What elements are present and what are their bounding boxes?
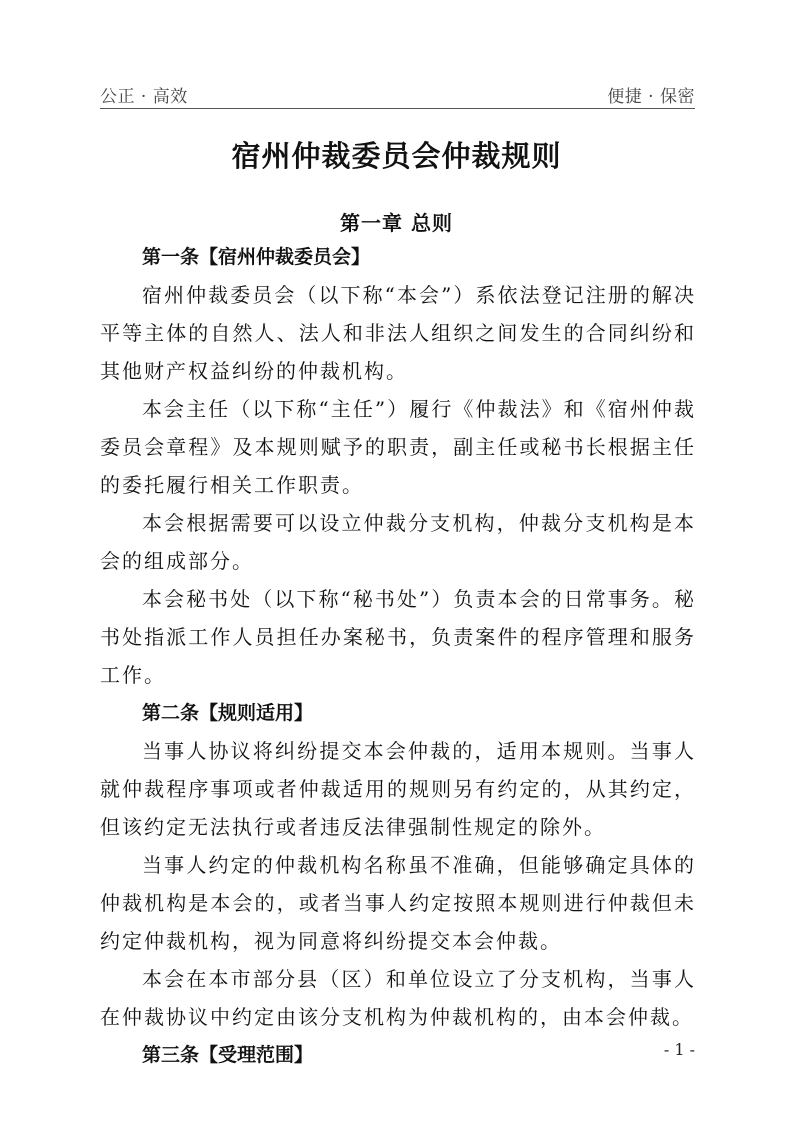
header-right-text: 便捷 · 保密 (607, 87, 695, 107)
article-heading: 第二条【规则适用】 (142, 702, 314, 724)
paragraph: 本会根据需要可以设立仲裁分支机构，仲裁分支机构是本会的组成部分。 (100, 511, 696, 573)
document-body (100, 238, 696, 1074)
paragraph: 本会主任（以下称“主任”）履行《仲裁法》和《宿州仲裁委员会章程》及本规则赋予的职责，副主任或秘书长根据主任的委托履行相关工作职责。 (100, 397, 696, 497)
paragraph: 宿州仲裁委员会（以下称“本会”）系依法登记注册的解决平等主体的自然人、法人和非法人组织之间发生的合同纠纷和其他财产权益纠纷的仲裁机构。 (100, 283, 696, 383)
chapter-heading: 第一章 总则 (340, 211, 453, 235)
page-number: - 1 - (663, 1040, 695, 1059)
article-heading: 第一条【宿州仲裁委员会】 (142, 246, 371, 268)
paragraph: 本会秘书处（以下称“秘书处”）负责本会的日常事务。秘书处指派工作人员担任办案秘书，负责案件的程序管理和服务工作。 (100, 587, 696, 687)
paragraph: 当事人协议将纠纷提交本会仲裁的，适用本规则。当事人就仲裁程序事项或者仲裁适用的规则另有约定的，从其约定，但该约定无法执行或者违反法律强制性规定的除外。 (100, 739, 696, 839)
paragraph: 本会在本市部分县（区）和单位设立了分支机构，当事人在仲裁协议中约定由该分支机构为仲裁机构的，由本会仲裁。 (100, 967, 696, 1029)
header-divider (100, 108, 695, 109)
article-heading: 第三条【受理范围】 (142, 1044, 314, 1066)
running-header (100, 82, 695, 108)
paragraph: 当事人约定的仲裁机构名称虽不准确，但能够确定具体的仲裁机构是本会的，或者当事人约定按照本规则进行仲裁但未约定仲裁机构，视为同意将纠纷提交本会仲裁。 (100, 853, 696, 953)
document-title: 宿州仲裁委员会仲裁规则 (231, 139, 562, 173)
header-left-text: 公正 · 高效 (100, 87, 188, 107)
